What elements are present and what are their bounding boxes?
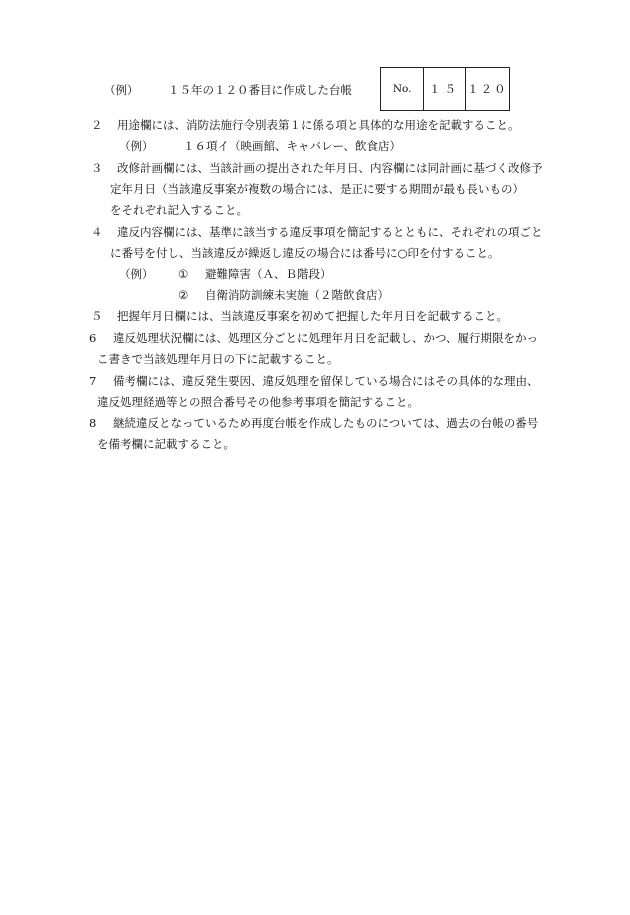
- example-text: １５年の１２０番目に作成した台帳: [168, 83, 352, 97]
- list-mark: ②: [178, 288, 189, 302]
- item-line: 違反内容欄には、基準に該当する違反事項を簡記するとともに、それぞれの項ごと: [117, 225, 543, 239]
- ledger-number-box: [380, 67, 510, 111]
- list-mark: ①: [178, 267, 189, 281]
- item-number: ５: [91, 309, 103, 323]
- item-line: をそれぞれ記入すること。: [110, 203, 248, 217]
- item-line: 定年月日（当該違反事案が複数の場合には、是正に要する期間が最も長いもの）: [110, 182, 524, 196]
- number-label-cell: No.: [381, 68, 424, 110]
- item-number: 8: [89, 416, 97, 430]
- item-line: こ書きで当該処理年月日の下に記載すること。: [97, 352, 339, 366]
- item-line: 用途欄には、消防法施行令別表第１に係る項と具体的な用途を記載すること。: [117, 118, 520, 132]
- item-number: ２: [91, 118, 103, 132]
- item-line: 違反処理状況欄には、処理区分ごとに処理年月日を記載し、かつ、履行期限をかっ: [113, 331, 539, 345]
- item-line: 違反処理経過等との照合番号その他参考事項を簡記すること。: [97, 395, 419, 409]
- example-label: （例）: [119, 139, 154, 153]
- number-year-cell: １５: [424, 68, 465, 110]
- example-label: （例）: [104, 83, 139, 97]
- item-number: ３: [91, 161, 103, 175]
- item-line: 把握年月日欄には、当該違反事案を初めて把握した年月日を記載すること。: [117, 309, 508, 323]
- item-number: 7: [89, 374, 97, 388]
- item-line: を備考欄に記載すること。: [97, 437, 235, 451]
- item-line: 継続違反となっているため再度台帳を作成したものについては、過去の台帳の番号: [113, 416, 539, 430]
- item-line: 改修計画欄には、当該計画の提出された年月日、内容欄には同計画に基づく改修予: [117, 161, 543, 175]
- item-number: ４: [91, 225, 103, 239]
- example-text: 自衛消防訓練未実施（２階飲食店）: [205, 288, 389, 302]
- example-text: １６項イ（映画館、キャバレー、飲食店）: [183, 139, 402, 153]
- number-serial-cell: １２０: [467, 81, 508, 96]
- example-label: （例）: [119, 267, 154, 281]
- item-line: 備考欄には、違反発生要因、違反処理を留保している場合にはその具体的な理由、: [113, 374, 539, 388]
- item-number: 6: [89, 331, 97, 345]
- example-text: 避難障害（Ａ、Ｂ階段）: [205, 267, 332, 281]
- item-line: に番号を付し、当該違反が繰返し違反の場合には番号に○印を付すること。: [110, 246, 500, 260]
